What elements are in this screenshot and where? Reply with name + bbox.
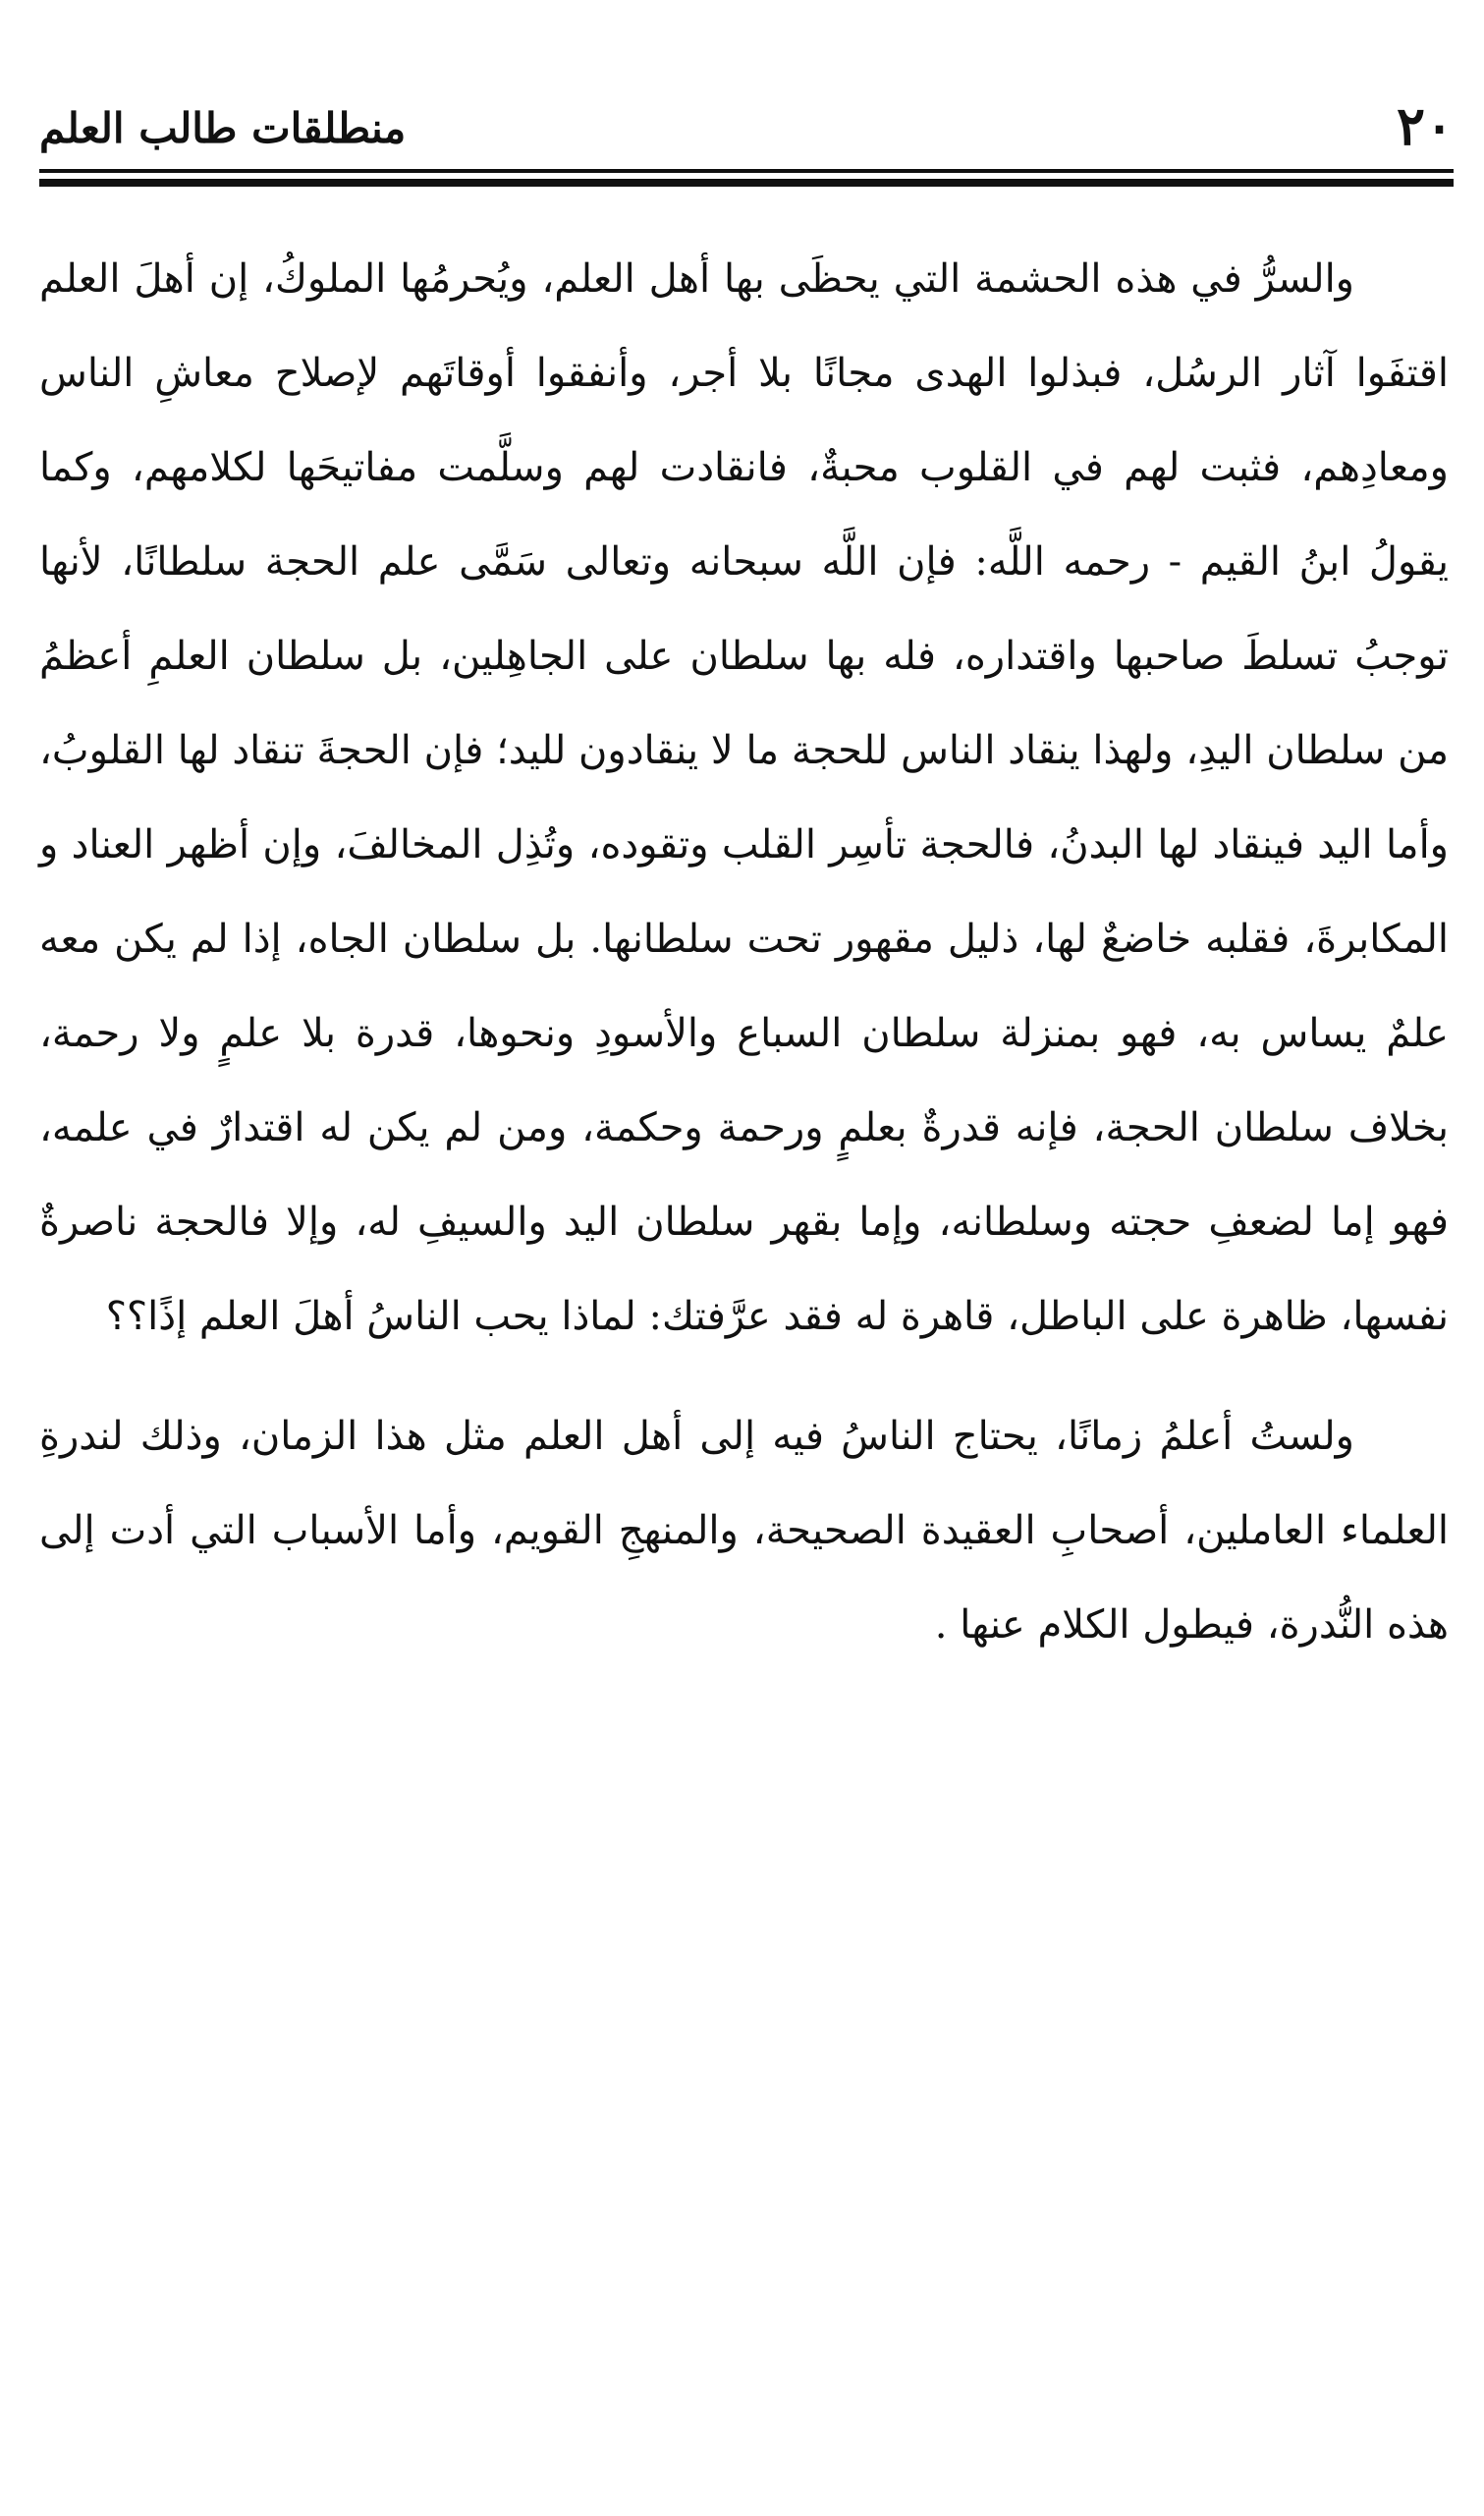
paragraph: والسرُّ في هذه الحشمة التي يحظَى بها أهل العلم، ويُحرمُها الملوكُ، إن أهلَ العلم اقتفَوا آثار الرسُل، فبذلوا الهدى مجانًا بلا أجر، وأنفقوا أوقاتَهم لإصلاح معاشِ الناس ومعادِهم، فثبت لهم في القلوب محبةٌ، فانقادت لهم وسلَّمت مفاتيحَها لكلامهم، وكما يقولُ ابنُ القيم - رحمه اللَّه: فإن اللَّه سبحانه وتعالى سَمَّى علم الحجة سلطانًا، لأنها توجبُ تسلطَ صاحبها واقتداره، فله بها سلطان على الجاهِلين، بل سلطان العلمِ أعظمُ من سلطان اليدِ، ولهذا ينقاد الناس للحجة ما لا ينقادون لليد؛ فإن الحجةَ تنقاد لها القلوبُ، وأما اليد فينقاد لها البدنُ، فالحجة تأسِر القلب وتقوده، وتُذِل المخالفَ، وإن أظهر العناد و المكابرةَ، فقلبه خاضعٌ لها، ذليل مقهور تحت سلطانها. بل سلطان الجاه، إذا لم يكن معه علمٌ يساس به، فهو بمنزلة سلطان السباع والأسودِ ونحوها، قدرة بلا علمٍ ولا رحمة، بخلاف سلطان الحجة، فإنه قدرةٌ بعلمٍ ورحمة وحكمة، ومن لم يكن له اقتدارٌ في علمه، فهو إما لضعفِ حجته وسلطانه، وإما بقهر سلطان اليد والسيفِ له، وإلا فالحجة ناصرةٌ نفسها، ظاهرة على الباطل، قاهرة له فقد عرَّفتك: لماذا يحب الناسُ أهلَ العلم إذًا؟؟ <box>39 256 1449 1339</box>
page-header <box>39 96 1454 155</box>
page-number: ٢٠ <box>1396 94 1454 157</box>
running-title: منطلقات طالب العلم <box>39 104 407 152</box>
body-text <box>39 232 1449 1672</box>
paragraph: ولستُ أعلمُ زمانًا، يحتاج الناسُ فيه إلى أهل العلم مثل هذا الزمان، وذلك لندرةِ العلماء العاملين، أصحابِ العقيدة الصحيحة، والمنهجِ القويم، وأما الأسباب التي أدت إلى هذه النُّدرة، فيطول الكلام عنها . <box>39 1414 1449 1648</box>
header-divider-thin <box>39 169 1454 173</box>
header-divider-thick <box>39 179 1454 187</box>
